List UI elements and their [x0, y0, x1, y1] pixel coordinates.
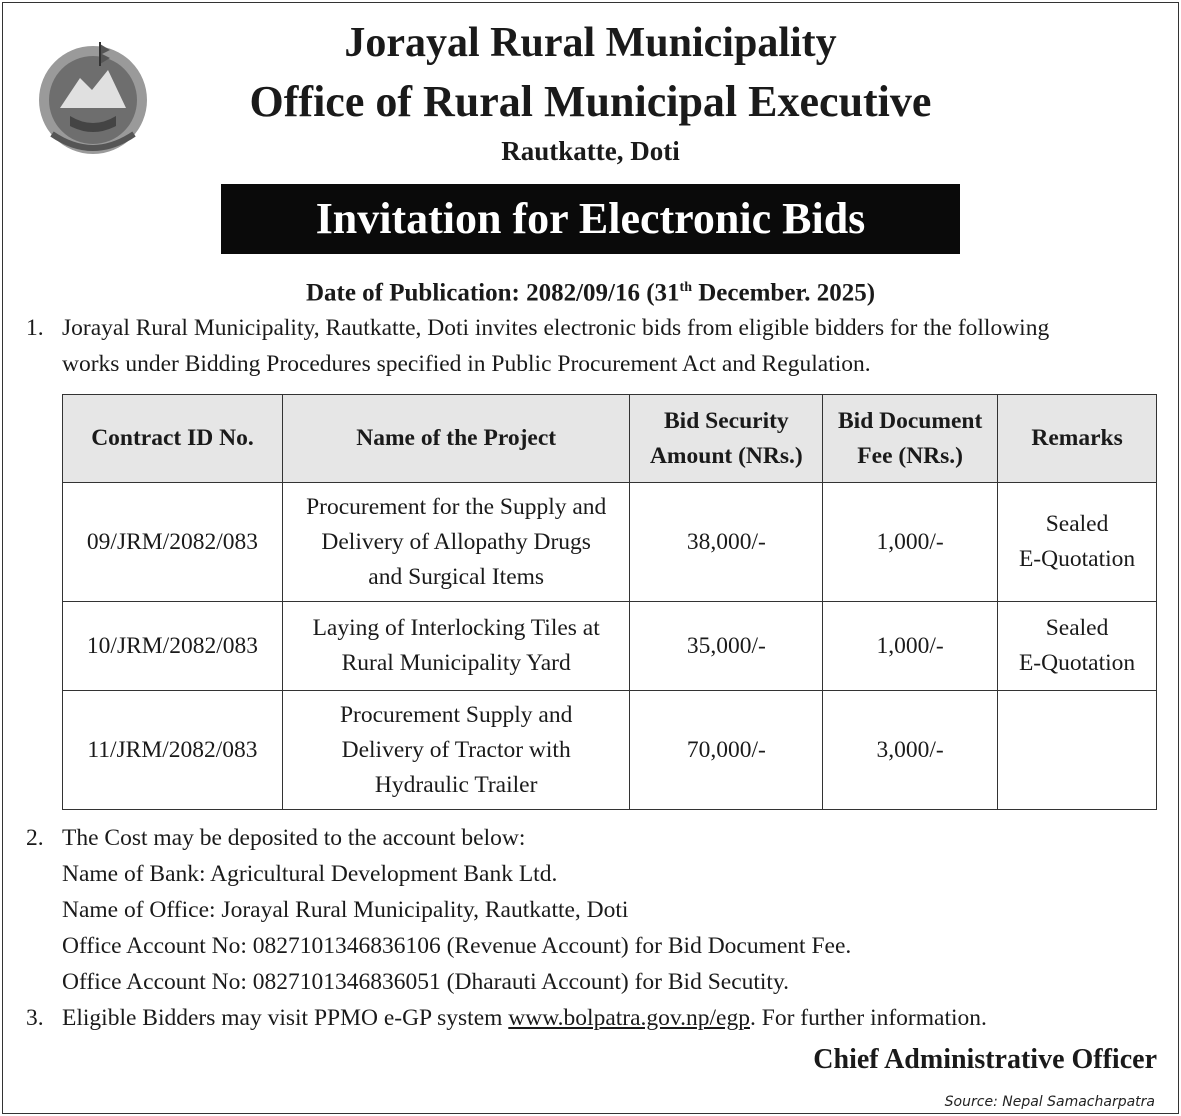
clause-line: The Cost may be deposited to the account below:: [62, 825, 526, 851]
office-name: Office of Rural Municipal Executive: [249, 77, 932, 126]
bid-security-cell: 70,000/-: [630, 691, 823, 810]
office-location: Rautkatte, Doti: [501, 136, 680, 166]
clause-text: [62, 820, 1162, 1000]
revenue-account-line: Office Account No: 0827101346836106 (Revenue Account) for Bid Document Fee.: [62, 933, 852, 959]
publication-date: Date of Publication: 2082/09/16 (31th December. 2025): [305, 279, 876, 307]
bid-security-cell: 35,000/-: [630, 602, 823, 691]
header-document-fee: Bid Document Fee (NRs.): [823, 395, 998, 483]
remarks-cell: [998, 691, 1157, 810]
table-header-row: [63, 395, 1157, 483]
bank-name-line: Name of Bank: Agricultural Development Bank Ltd.: [62, 861, 558, 887]
clause-text: Eligible Bidders may visit PPMO e-GP system www.bolpatra.gov.np/egp. For further information.: [62, 1005, 987, 1031]
contract-id-cell: 11/JRM/2082/083: [63, 691, 283, 810]
municipality-name: Jorayal Rural Municipality: [344, 20, 837, 66]
project-name-cell: Laying of Interlocking Tiles at Rural Municipality Yard: [282, 602, 630, 691]
contract-id-cell: 10/JRM/2082/083: [63, 602, 283, 691]
office-name-line: Name of Office: Jorayal Rural Municipality, Rautkatte, Doti: [62, 897, 629, 923]
notice-title: Invitation for Electronic Bids: [221, 184, 960, 254]
bids-table: [62, 394, 1157, 810]
bid-security-cell: 38,000/-: [630, 483, 823, 602]
document-fee-cell: 1,000/-: [823, 483, 998, 602]
clause-number: 1.: [26, 315, 44, 341]
header-remarks: Remarks: [998, 395, 1157, 483]
clause-text: [62, 310, 1162, 382]
source-note: Source: Nepal Samacharpatra: [944, 1094, 1155, 1110]
contract-id-cell: 09/JRM/2082/083: [63, 483, 283, 602]
dharauti-account-line: Office Account No: 0827101346836051 (Dharauti Account) for Bid Secutity.: [62, 969, 790, 995]
clause-line: Jorayal Rural Municipality, Rautkatte, Doti invites electronic bids from eligible bidders for the following: [62, 315, 1050, 341]
signatory-title: Chief Administrative Officer: [813, 1044, 1157, 1075]
egp-link[interactable]: www.bolpatra.gov.np/egp: [508, 1005, 750, 1031]
document-fee-cell: 3,000/-: [823, 691, 998, 810]
remarks-cell: Sealed E-Quotation: [998, 602, 1157, 691]
document-fee-cell: 1,000/-: [823, 602, 998, 691]
project-name-cell: Procurement Supply and Delivery of Tractor with Hydraulic Trailer: [282, 691, 630, 810]
table-row: [63, 602, 1157, 691]
clause-number: 3.: [26, 1005, 44, 1031]
remarks-cell: Sealed E-Quotation: [998, 483, 1157, 602]
clause-number: 2.: [26, 825, 44, 851]
header-bid-security: Bid Security Amount (NRs.): [630, 395, 823, 483]
clause-line: works under Bidding Procedures specified in Public Procurement Act and Regulation.: [62, 351, 871, 377]
table-row: [63, 483, 1157, 602]
header-contract-id: Contract ID No.: [63, 395, 283, 483]
project-name-cell: Procurement for the Supply and Delivery of Allopathy Drugs and Surgical Items: [282, 483, 630, 602]
header-project-name: Name of the Project: [282, 395, 630, 483]
table-row: [63, 691, 1157, 810]
